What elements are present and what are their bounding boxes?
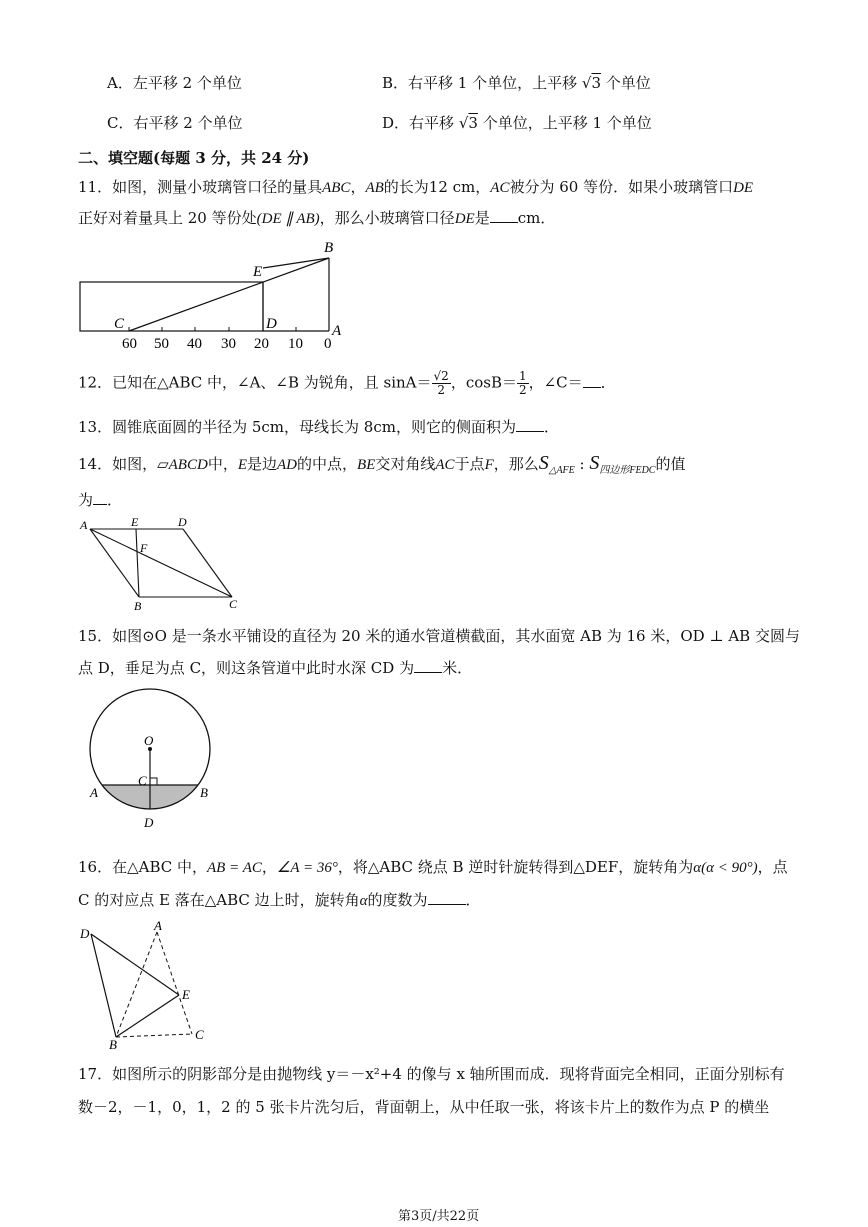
answer-blank <box>516 417 544 432</box>
svg-text:D: D <box>144 815 154 830</box>
answer-blank <box>583 373 601 388</box>
svg-text:A: A <box>332 323 342 339</box>
svg-text:D: D <box>80 926 90 941</box>
svg-text:F: F <box>140 541 148 555</box>
svg-text:A: A <box>90 785 98 800</box>
answer-blank <box>414 658 442 673</box>
q14-line2: 为 ． <box>78 491 123 509</box>
sqrt-symbol: √3 <box>458 114 478 132</box>
page-footer: 第3页/共22页 <box>398 1209 480 1224</box>
svg-text:C: C <box>195 1027 204 1042</box>
svg-text:B: B <box>109 1037 117 1052</box>
svg-text:D: D <box>178 515 187 529</box>
q14-line1: 14．如图，▱ABCD中，E是边AD的中点，BE交对角线AC于点F，那么$S_{\triangle AFE}$ : $S_{四边形FEDC}$的值 <box>78 452 686 476</box>
q15-line2: 点 D，垂足为点 C，则这条管道中此时水深 CD 为 米． <box>78 659 473 677</box>
section-title: 二、填空题(每题 3 分，共 24 分) <box>78 149 310 167</box>
svg-text:E: E <box>182 987 190 1002</box>
q16-figure <box>76 918 216 1053</box>
option-b: B．右平移 1 个单位，上平移 √3 个单位 <box>382 74 651 92</box>
q16-line1: 16．在△ABC 中，AB = AC，∠A = 36°，将△ABC 绕点 B 逆时针旋转得到△DEF，旋转角为α(α < 90°)，点 <box>78 858 788 876</box>
svg-text:B: B <box>324 240 334 256</box>
answer-blank <box>428 890 466 905</box>
svg-text:E: E <box>131 515 139 529</box>
tick-60: 60 <box>122 336 137 352</box>
q15-figure <box>82 685 222 835</box>
svg-text:O: O <box>144 733 154 748</box>
sqrt-symbol: √3 <box>581 74 601 92</box>
q17-line2: 数－2，－1，0，1，2 的 5 张卡片洗匀后，背面朝上，从中任取一张，将该卡片上的数作为点 P 的横坐 <box>78 1098 770 1116</box>
answer-blank <box>490 208 518 223</box>
svg-text:A: A <box>80 518 88 532</box>
svg-text:A: A <box>154 918 162 933</box>
q11-figure <box>70 238 360 358</box>
svg-text:B: B <box>134 599 142 613</box>
option-c: C．右平移 2 个单位 <box>107 114 243 132</box>
q11-line2: 正好对着量具上 20 等份处(DE ∥ AB)，那么小玻璃管口径DE是 cm． <box>78 209 556 227</box>
q12: 12．已知在△ABC 中，∠A、∠B 为锐角，且 sinA＝ $\frac{√2}{2}$ ，cosB＝ $\frac{1}{2}$ ，∠C＝ ． <box>78 369 616 397</box>
svg-text:D: D <box>266 316 277 332</box>
option-a: A．左平移 2 个单位 <box>107 74 242 92</box>
fraction: $\frac{1}{2}$ <box>518 369 527 397</box>
svg-text:C: C <box>114 316 125 332</box>
svg-text:C: C <box>229 597 238 611</box>
tick-10: 10 <box>288 336 303 352</box>
q16-line2: C 的对应点 E 落在△ABC 边上时，旋转角α的度数为 ． <box>78 891 481 909</box>
tick-50: 50 <box>154 336 169 352</box>
fraction: $\frac{√2}{2}$ <box>433 369 449 397</box>
svg-text:E: E <box>253 264 263 280</box>
q17-line1: 17．如图所示的阴影部分是由抛物线 y＝－x²+4 的像与 x 轴所围而成．现将背面完全相同，正面分别标有 <box>78 1065 785 1083</box>
tick-40: 40 <box>187 336 202 352</box>
svg-text:B: B <box>200 785 208 800</box>
svg-text:C: C <box>138 773 147 788</box>
tick-20: 20 <box>254 336 269 352</box>
tick-30: 30 <box>221 336 236 352</box>
answer-blank <box>93 490 107 505</box>
q14-figure <box>76 515 251 615</box>
q13: 13．圆锥底面圆的半径为 5cm，母线长为 8cm，则它的侧面积为 ． <box>78 418 559 436</box>
q11-line1: 11．如图，测量小玻璃管口径的量具ABC，AB的长为12 cm，AC被分为 60 等份．如果小玻璃管口DE <box>78 178 754 196</box>
tick-0: 0 <box>324 336 332 352</box>
option-d: D．右平移 √3 个单位，上平移 1 个单位 <box>382 114 652 132</box>
q15-line1: 15．如图⊙O 是一条水平铺设的直径为 20 米的通水管道横截面，其水面宽 AB 为 16 米，OD ⊥ AB 交圆与 <box>78 627 800 645</box>
